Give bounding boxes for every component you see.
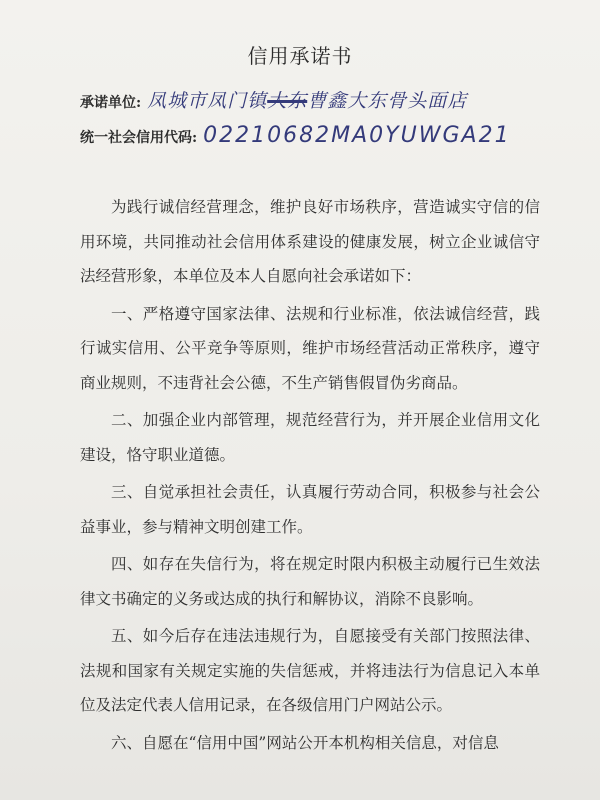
unit-value-pre: 凤城市凤门镇 <box>147 90 268 112</box>
unit-handwritten-value <box>147 86 467 113</box>
clause-1-paragraph: 一、严格遵守国家法律、法规和行业标准，依法诚信经营，践行诚实信用、公平竞争等原则，维护市场经营活动正常秩序，遵守商业规则，不违背社会公德，不生产销售假冒伪劣商品。 <box>80 304 540 392</box>
clause-5-paragraph: 五、如今后存在违法违规行为，自愿接受有关部门按照法律、法规和国家有关规定实施的失信惩戒，并将违法行为信息记入本单位及法定代表人信用记录，在各级信用门户网站公示。 <box>80 627 540 714</box>
unit-field-row <box>80 86 570 113</box>
clause-3-paragraph: 三、自觉承担社会责任，认真履行劳动合同，积极参与社会公益事业，参与精神文明创建工作。 <box>80 483 540 536</box>
commitment-body <box>80 190 540 763</box>
clause-2-paragraph: 二、加强企业内部管理，规范经营行为，并开展企业信用文化建设，恪守职业道德。 <box>80 411 540 464</box>
credit-code-handwritten-value: 02210682MA0YUWGA21 <box>203 123 511 148</box>
document-title: 信用承诺书 <box>247 44 353 68</box>
unit-label: 承诺单位: <box>80 95 142 111</box>
unit-value-post: 曹鑫大东骨头面店 <box>307 90 468 112</box>
clause-6-paragraph: 六、自愿在“信用中国”网站公开本机构相关信息，对信息 <box>111 733 499 752</box>
unit-value-struck: 大东 <box>267 90 308 112</box>
intro-paragraph: 为践行诚信经营理念，维护良好市场秩序，营造诚实守信的信用环境，共同推动社会信用体系建设的健康发展，树立企业诚信守法经营形象，本单位及本人自愿向社会承诺如下： <box>80 198 540 285</box>
clause-4-paragraph: 四、如存在失信行为，将在规定时限内积极主动履行已生效法律文书确定的义务或达成的执行和解协议，消除不良影响。 <box>80 555 540 608</box>
credit-code-label: 统一社会信用代码: <box>80 130 198 146</box>
credit-code-field-row <box>80 123 570 148</box>
